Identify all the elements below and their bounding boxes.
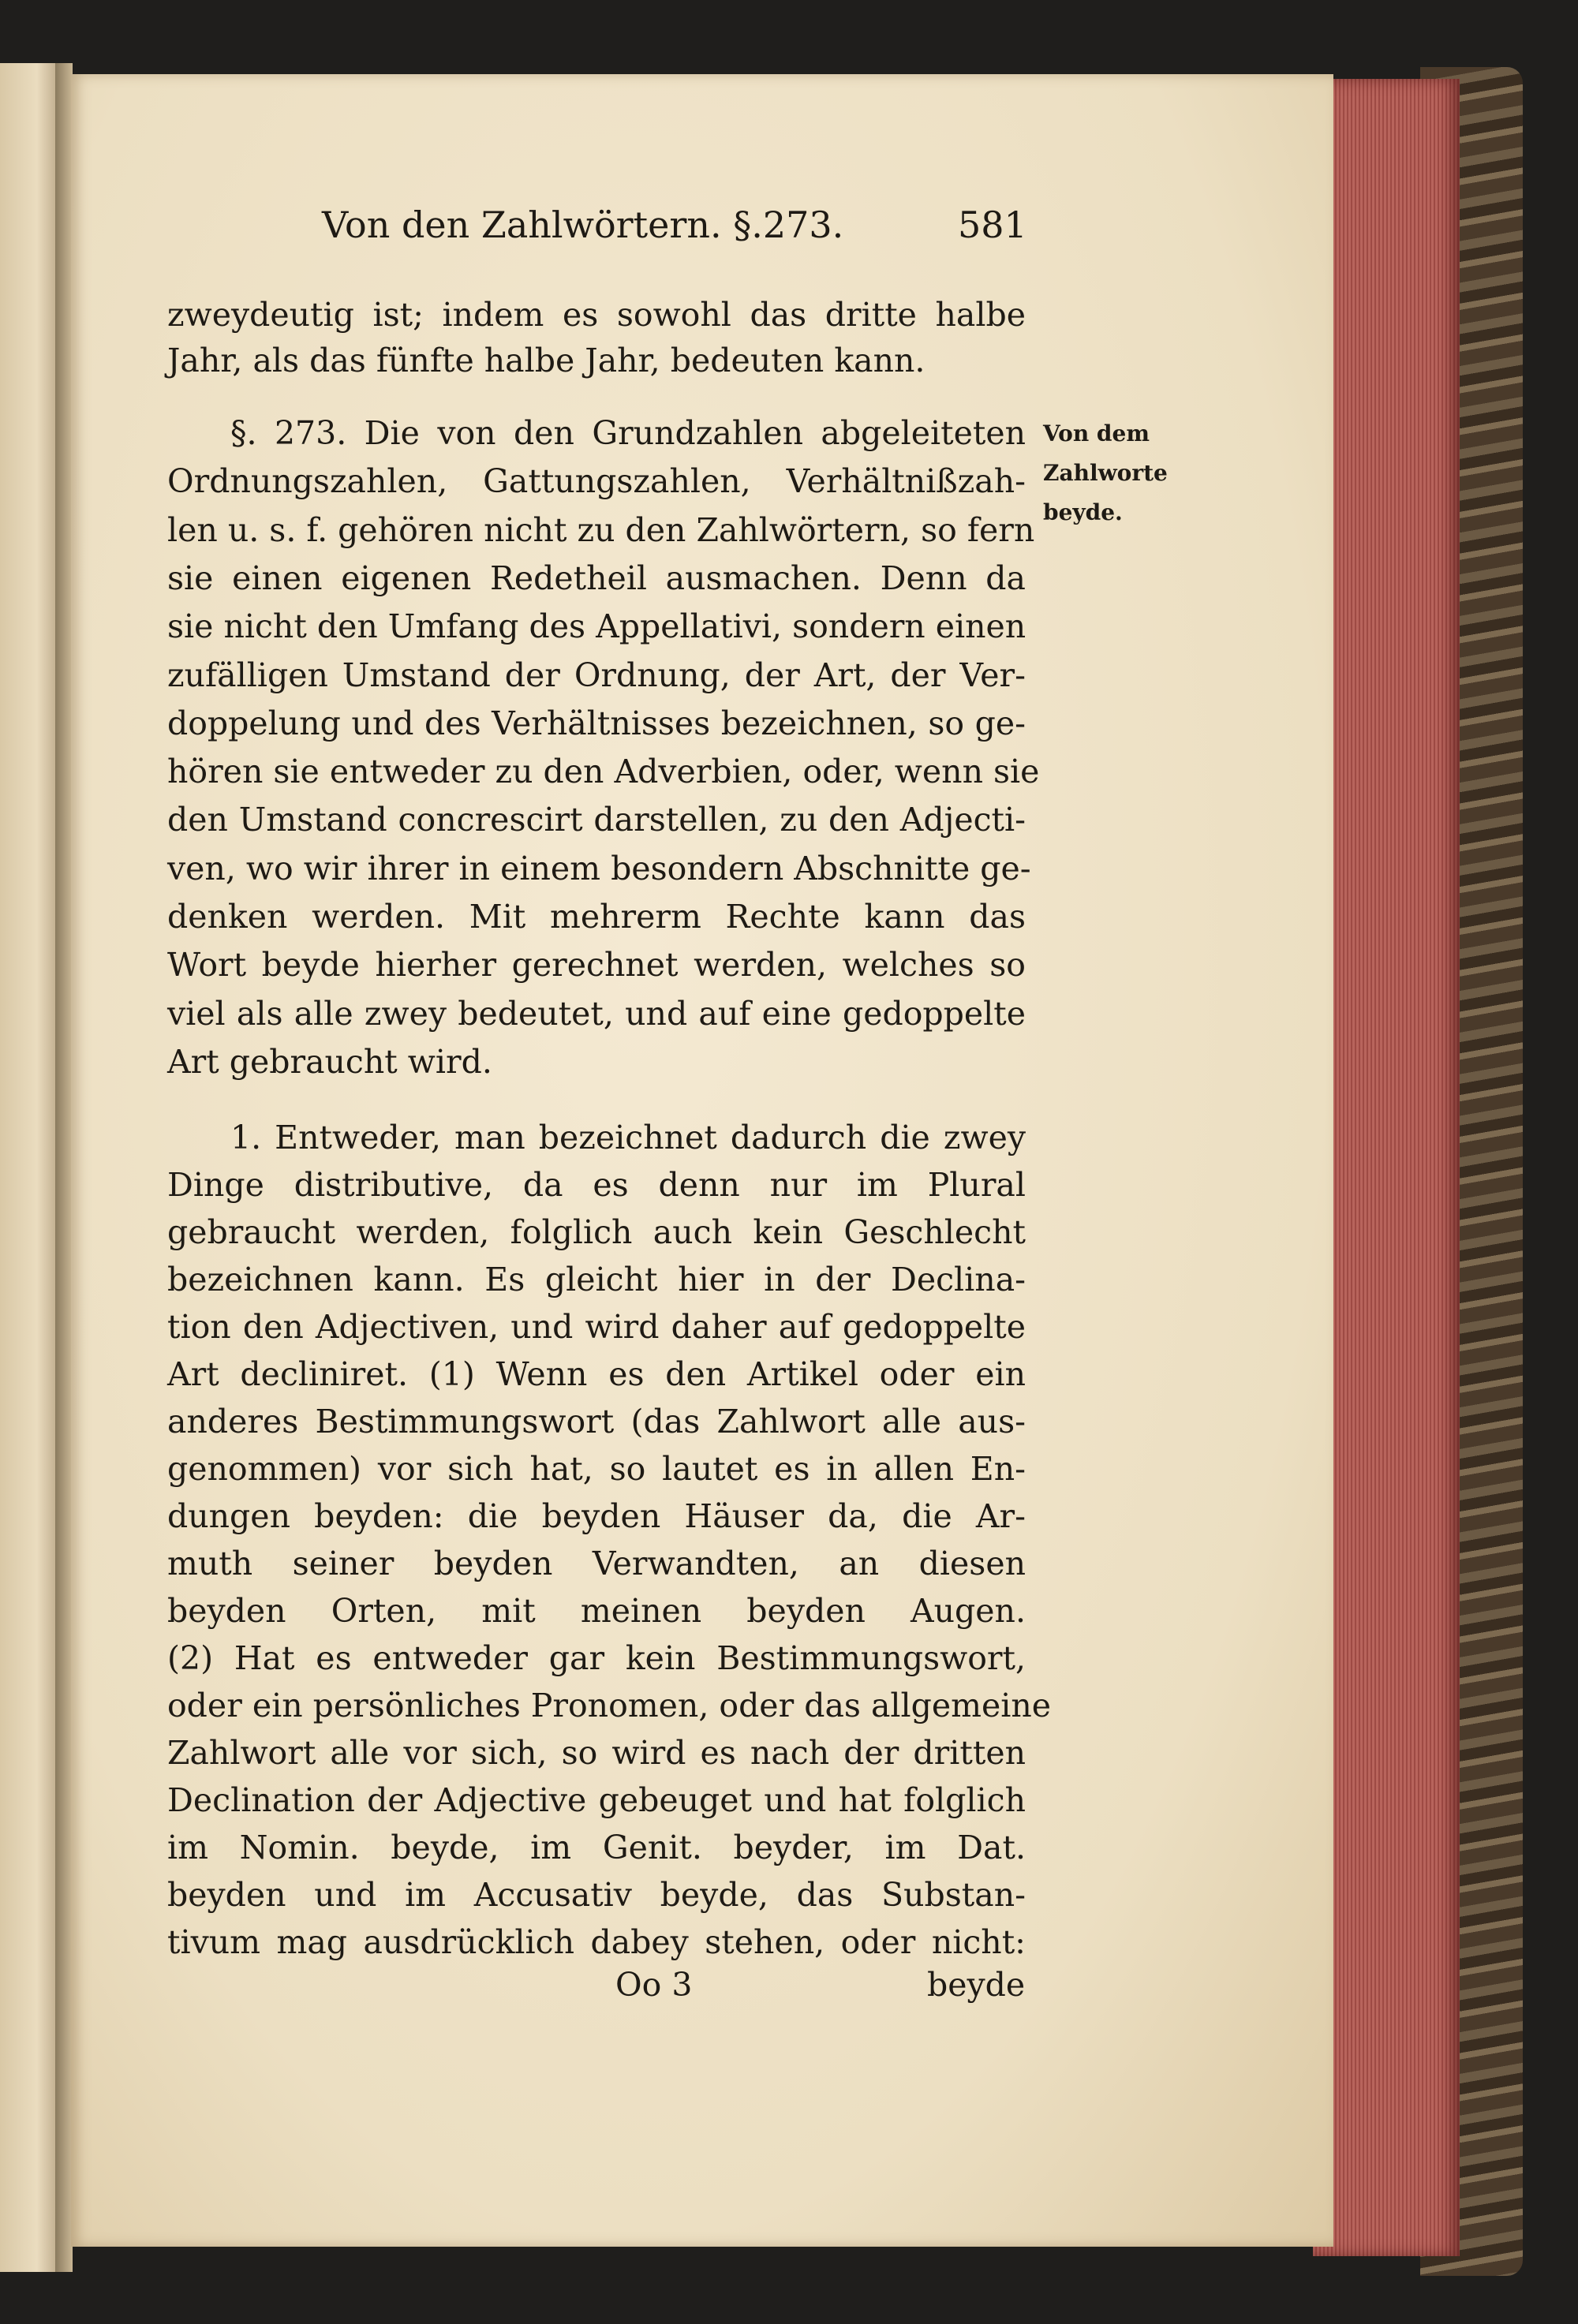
text-line: Jahr, als das fünfte halbe Jahr, bedeuten kann.: [167, 342, 925, 379]
text-line: muth seiner beyden Verwandten, an diesen: [167, 1545, 1026, 1582]
text-line: denken werden. Mit mehrerm Rechte kann das: [167, 898, 1026, 936]
text-line: Declination der Adjective gebeuget und hat folglich: [167, 1781, 1026, 1819]
marginal-note-line: Von dem: [1043, 420, 1150, 446]
text-line: sie nicht den Umfang des Appellativi, sondern einen: [167, 607, 1026, 646]
text-line: genommen) vor sich hat, so lautet es in allen En-: [167, 1450, 1026, 1488]
text-line: Ordnungszahlen, Gattungszahlen, Verhältnißzah-: [167, 462, 1026, 501]
text-line: ven, wo wir ihrer in einem besondern Abschnitte ge-: [167, 849, 1031, 887]
text-line: Zahlwort alle vor sich, so wird es nach der dritten: [167, 1734, 1026, 1772]
text-line: bezeichnen kann. Es gleicht hier in der Declina-: [167, 1261, 1026, 1298]
text-line: Dinge distributive, da es denn nur im Plural: [167, 1166, 1026, 1204]
text-line: viel als alle zwey bedeutet, und auf eine gedoppelte: [167, 994, 1026, 1033]
text-line: den Umstand concrescirt darstellen, zu den Adjecti-: [167, 801, 1026, 839]
text-line: Art gebraucht wird.: [167, 1042, 492, 1081]
text-line: 1. Entweder, man bezeichnet dadurch die zwey: [230, 1119, 1026, 1156]
text-line: Wort beyde hierher gerechnet werden, welches so: [167, 946, 1026, 985]
text-line: im Nomin. beyde, im Genit. beyder, im Dat.: [167, 1829, 1026, 1866]
marginal-note-line: beyde.: [1043, 499, 1123, 525]
text-line: hören sie entweder zu den Adverbien, oder, wenn sie: [167, 753, 1040, 791]
facing-page-edge: [0, 63, 62, 2272]
running-title: Von den Zahlwörtern. §.273.: [322, 204, 844, 246]
text-line: tivum mag ausdrücklich dabey stehen, oder nicht:: [167, 1923, 1026, 1961]
red-page-edges: [1313, 79, 1460, 2256]
marginal-note-line: Zahlworte: [1043, 460, 1168, 486]
text-line: beyden Orten, mit meinen beyden Augen.: [167, 1592, 1026, 1630]
text-line: Art decliniret. (1) Wenn es den Artikel oder ein: [167, 1355, 1026, 1393]
text-line: beyden und im Accusativ beyde, das Substan-: [167, 1876, 1026, 1914]
text-line: anderes Bestimmungswort (das Zahlwort alle aus-: [167, 1403, 1026, 1440]
text-line: gebraucht werden, folglich auch kein Geschlecht: [167, 1213, 1026, 1251]
text-line: (2) Hat es entweder gar kein Bestimmungswort,: [167, 1639, 1026, 1677]
text-line: tion den Adjectiven, und wird daher auf gedoppelte: [167, 1308, 1026, 1346]
text-line: doppelung und des Verhältnisses bezeichnen, so ge-: [167, 704, 1026, 742]
text-line: §. 273. Die von den Grundzahlen abgeleiteten: [230, 414, 1026, 452]
page-number: 581: [958, 204, 1027, 246]
catchword: beyde: [927, 1966, 1026, 2004]
text-line: zweydeutig ist; indem es sowohl das dritte halbe: [167, 296, 1026, 334]
text-line: zufälligen Umstand der Ordnung, der Art, der Ver-: [167, 656, 1026, 694]
text-line: sie einen eigenen Redetheil ausmachen. Denn da: [167, 559, 1026, 597]
text-line: dungen beyden: die beyden Häuser da, die Ar-: [167, 1497, 1026, 1535]
signature-mark: Oo 3: [615, 1966, 693, 2004]
text-line: oder ein persönliches Pronomen, oder das allgemeine: [167, 1687, 1052, 1724]
book-gutter: [55, 63, 73, 2272]
text-line: len u. s. f. gehören nicht zu den Zahlwörtern, so fern: [167, 510, 1035, 549]
